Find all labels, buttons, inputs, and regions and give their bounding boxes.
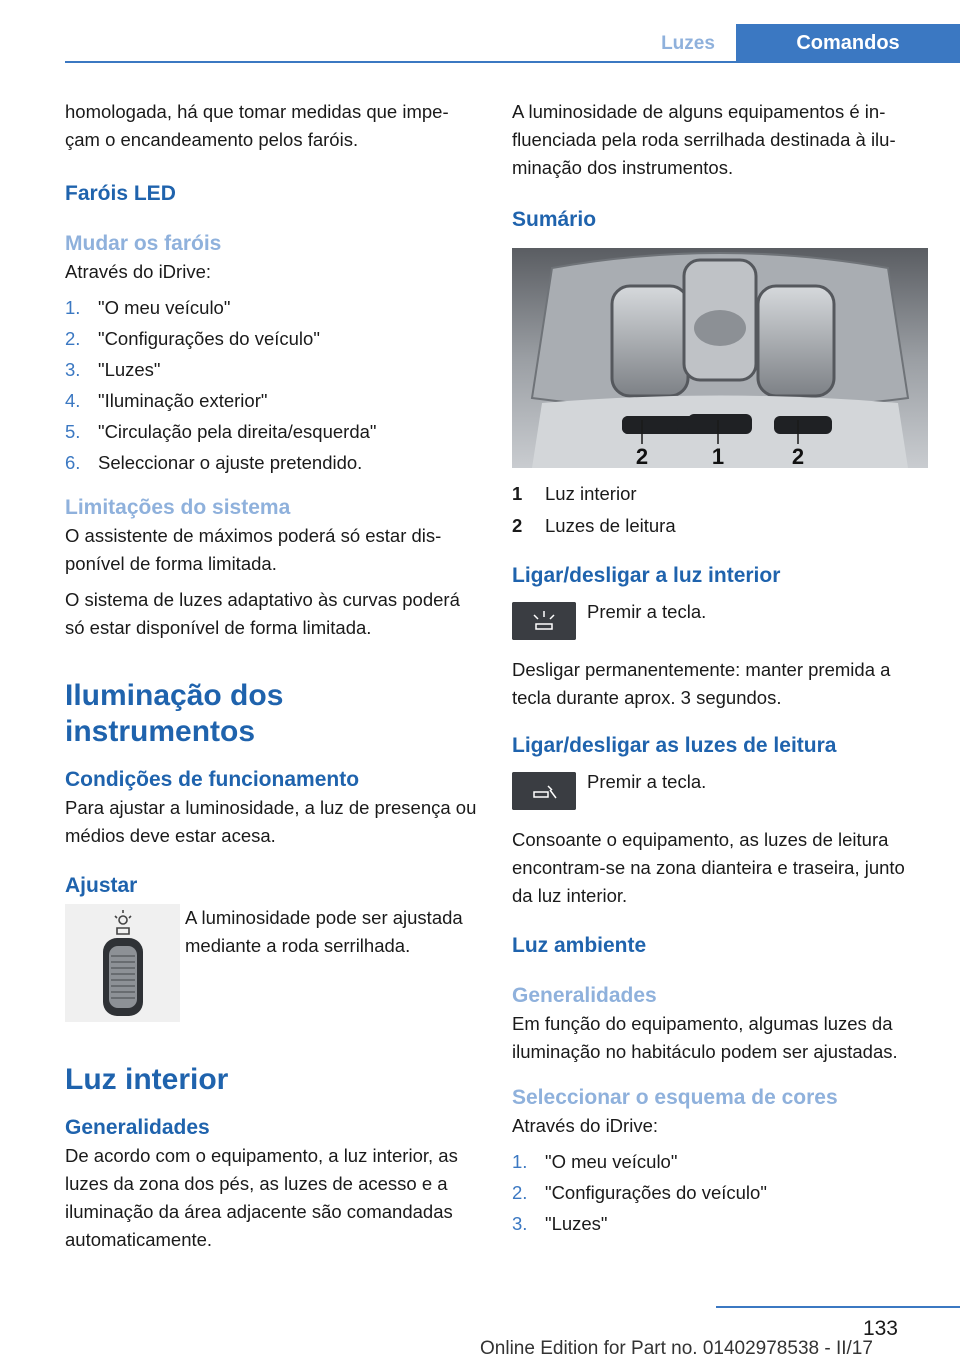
generalidades-paragraph: De acordo com o equipamento, a luz interior, as luzes da zona dos pés, as luzes de acesso e a iluminação da área adjacente são comandadas automaticamente.: [65, 1145, 458, 1250]
mudar-steps-list: [65, 292, 477, 478]
list-item: 1. "O meu veículo": [512, 1151, 678, 1172]
reading-light-key-icon: [512, 772, 576, 810]
sumario-heading: Sumário: [512, 208, 597, 231]
interior-light-key-icon: [512, 602, 576, 640]
footer-rule: [716, 1306, 960, 1308]
left-column: [65, 98, 477, 1254]
intro-paragraph: homologada, há que tomar medidas que impeçam o encandeamento pelos faróis.: [65, 101, 449, 150]
list-item: 3. "Luzes": [512, 1213, 608, 1234]
list-item: 3. "Luzes": [65, 359, 161, 380]
list-item: 2. "Configurações do veículo": [512, 1182, 767, 1203]
ajustar-paragraph: A luminosidade pode ser ajustada mediante a roda serrilhada.: [185, 907, 463, 956]
list-item: 5. "Circulação pela direita/esquerda": [65, 421, 377, 442]
generalidades-ambiente-paragraph: Em função do equipamento, algumas luzes da iluminação no habitáculo podem ser ajustadas.: [512, 1013, 898, 1062]
overhead-console-photo: [512, 248, 928, 468]
cores-steps-list: [512, 1146, 928, 1239]
header-section-tab[interactable]: Luzes: [661, 33, 715, 54]
interior-light-key-row: [512, 598, 928, 638]
consoante-paragraph: Consoante o equipamento, as luzes de leitura encontram-se na zona dianteira e traseira, junto da luz interior.: [512, 829, 905, 906]
list-item: 6. Seleccionar o ajuste pretendido.: [65, 452, 363, 473]
premir-tecla-1: Premir a tecla.: [587, 601, 707, 622]
right-column: [512, 98, 928, 1239]
dimmer-symbol-icon: [115, 910, 131, 934]
limitacoes-paragraph-1: O assistente de máximos poderá só estar disponível de forma limitada.: [65, 525, 442, 574]
mudar-intro: Através do iDrive:: [65, 261, 211, 282]
mudar-farois-heading: Mudar os faróis: [65, 232, 222, 255]
iluminacao-instrumentos-heading: Iluminação dos instrumentos: [65, 679, 284, 748]
photo-label-left: 2: [635, 444, 649, 468]
thumbwheel-image: [65, 904, 180, 1022]
photo-label-right: 2: [791, 444, 805, 468]
header-chapter-tab[interactable]: Comandos: [736, 24, 960, 62]
cores-intro: Através do iDrive:: [512, 1115, 658, 1136]
photo-label-center: 1: [711, 444, 725, 468]
limitacoes-heading: Limitações do sistema: [65, 496, 291, 519]
premir-tecla-2: Premir a tecla.: [587, 771, 707, 792]
list-item: 1. "O meu veículo": [65, 297, 231, 318]
esquema-cores-heading: Seleccionar o esquema de cores: [512, 1086, 838, 1109]
list-item: 2. "Configurações do veículo": [65, 328, 320, 349]
ligar-leitura-heading: Ligar/desligar as luzes de leitura: [512, 734, 837, 757]
condicoes-heading: Condições de funcionamento: [65, 768, 360, 791]
ligar-interior-heading: Ligar/desligar a luz interior: [512, 564, 781, 587]
edition-footer: Online Edition for Part no. 01402978538 - II/17: [480, 1338, 873, 1359]
ajustar-heading: Ajustar: [65, 874, 138, 897]
legend-item: 2 Luzes de leitura: [512, 515, 676, 536]
list-item: 4. "Iluminação exterior": [65, 390, 268, 411]
page-number: 133: [862, 1317, 898, 1340]
luz-ambiente-heading: Luz ambiente: [512, 934, 647, 957]
reading-light-key-row: [512, 768, 928, 808]
limitacoes-paragraph-2: O sistema de luzes adaptativo às curvas poderá só estar disponível de forma limitada.: [65, 589, 460, 638]
ajustar-block: [65, 904, 477, 1044]
desligar-paragraph: Desligar permanentemente: manter premida a tecla durante aprox. 3 segundos.: [512, 659, 891, 708]
generalidades-ambiente-heading: Generalidades: [512, 984, 657, 1007]
generalidades-heading: Generalidades: [65, 1116, 210, 1139]
farois-led-heading: Faróis LED: [65, 182, 176, 205]
legend-item: 1 Luz interior: [512, 483, 637, 504]
luminosidade-paragraph: A luminosidade de alguns equipamentos é influenciada pela roda serrilhada destinada à iluminação dos instrumentos.: [512, 101, 896, 178]
luz-interior-heading: Luz interior: [65, 1063, 229, 1096]
condicoes-paragraph: Para ajustar a luminosidade, a luz de presença ou médios deve estar acesa.: [65, 797, 477, 846]
